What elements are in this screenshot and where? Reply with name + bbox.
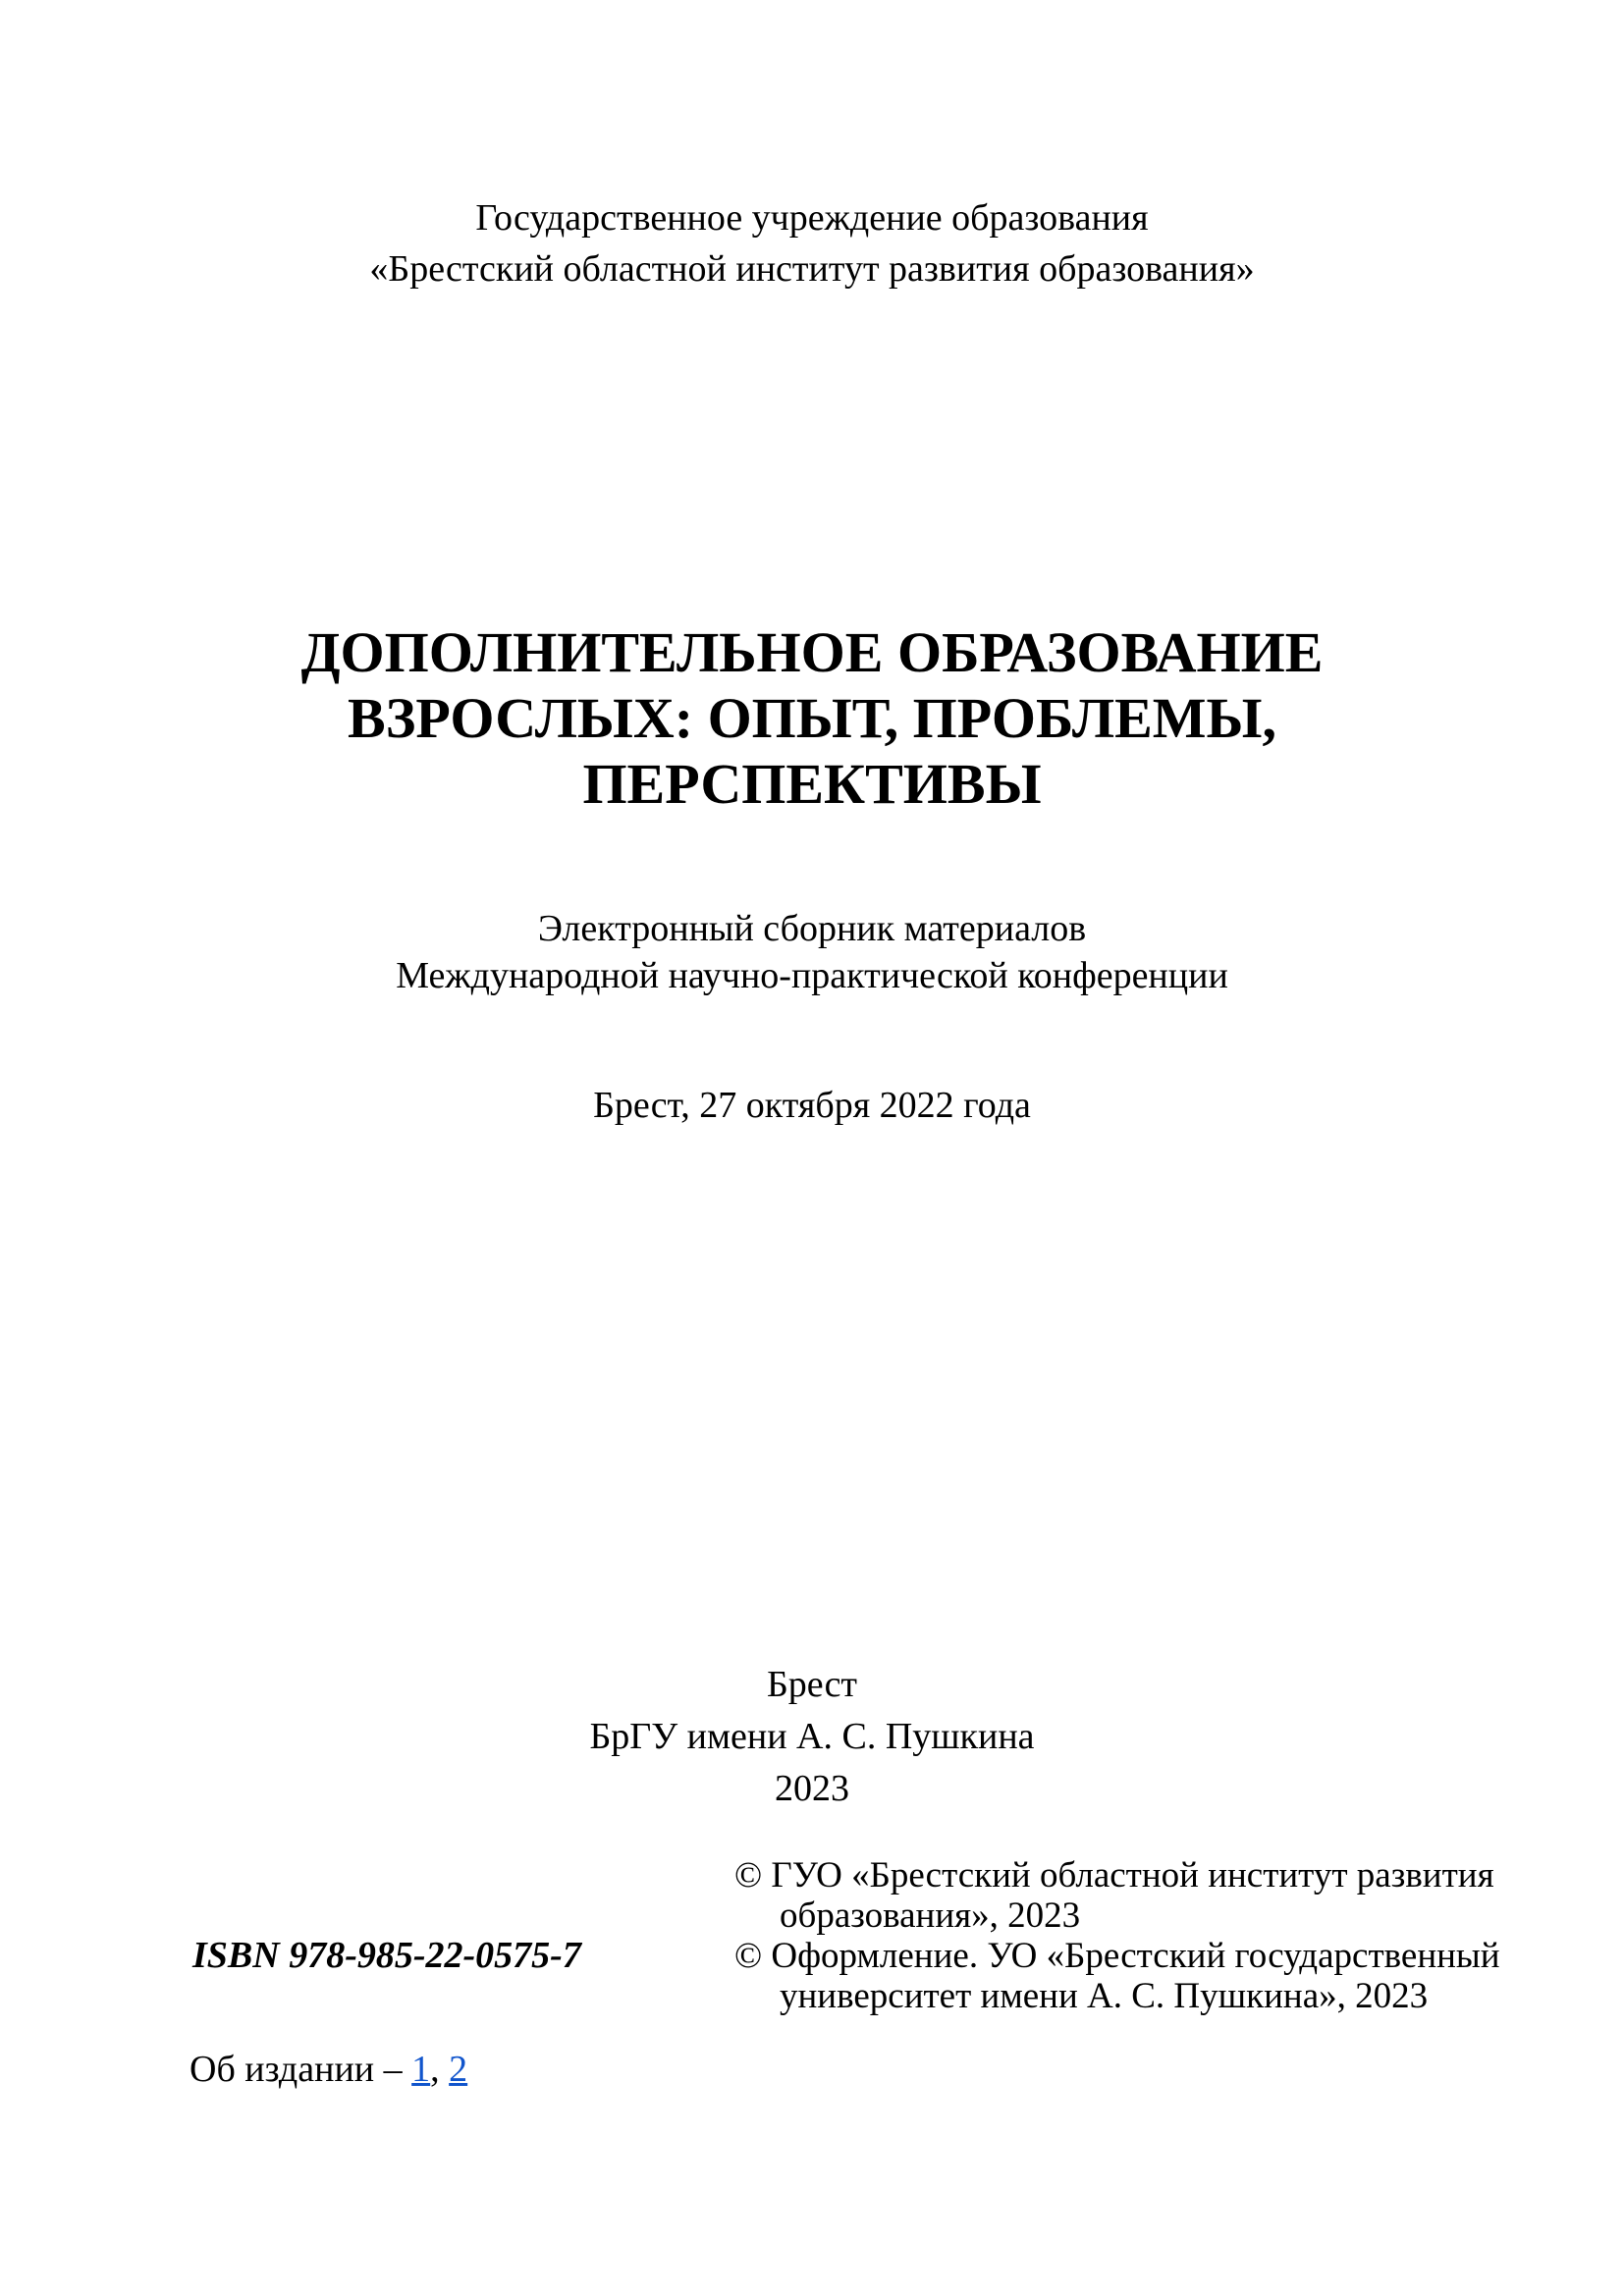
imprint-city: Брест [766, 1664, 858, 1705]
copyright-line: © Оформление. УО «Брестский государственный [734, 1936, 1500, 1976]
about-edition-link-2[interactable]: 2 [449, 2049, 468, 2090]
subtitle-line-2: Международной научно-практической конференции [396, 955, 1228, 996]
about-edition-line [189, 2048, 467, 2091]
about-edition-label: Об издании – [189, 2049, 412, 2090]
subtitle [0, 905, 1624, 999]
copyright-block [734, 1855, 1500, 2016]
imprint-block [0, 1659, 1624, 1815]
copyright-line: © ГУО «Брестский областной институт развития [734, 1855, 1494, 1896]
copyright-line: университет имени А. С. Пушкина», 2023 [780, 1976, 1429, 2016]
imprint-year: 2023 [775, 1768, 849, 1809]
title-line-2: ВЗРОСЛЫХ: ОПЫТ, ПРОБЛЕМЫ, [348, 686, 1276, 750]
about-edition-link-1[interactable]: 1 [411, 2049, 431, 2090]
event-place-date: Брест, 27 октября 2022 года [593, 1085, 1031, 1126]
organization-type: Государственное учреждение образования [475, 197, 1149, 239]
subtitle-line-1: Электронный сборник материалов [537, 908, 1087, 949]
isbn-number: ISBN 978-985-22-0575-7 [192, 1935, 581, 1976]
about-edition-separator: , [430, 2049, 450, 2090]
organization-header [0, 192, 1624, 294]
page-title [0, 619, 1624, 817]
title-line-3: ПЕРСПЕКТИВЫ [582, 752, 1042, 816]
copyright-line: образования», 2023 [780, 1896, 1081, 1936]
imprint-publisher: БрГУ имени А. С. Пушкина [589, 1716, 1035, 1757]
organization-name: «Брестский областной институт развития образования» [369, 248, 1255, 290]
title-line-1: ДОПОЛНИТЕЛЬНОЕ ОБРАЗОВАНИЕ [300, 620, 1324, 684]
